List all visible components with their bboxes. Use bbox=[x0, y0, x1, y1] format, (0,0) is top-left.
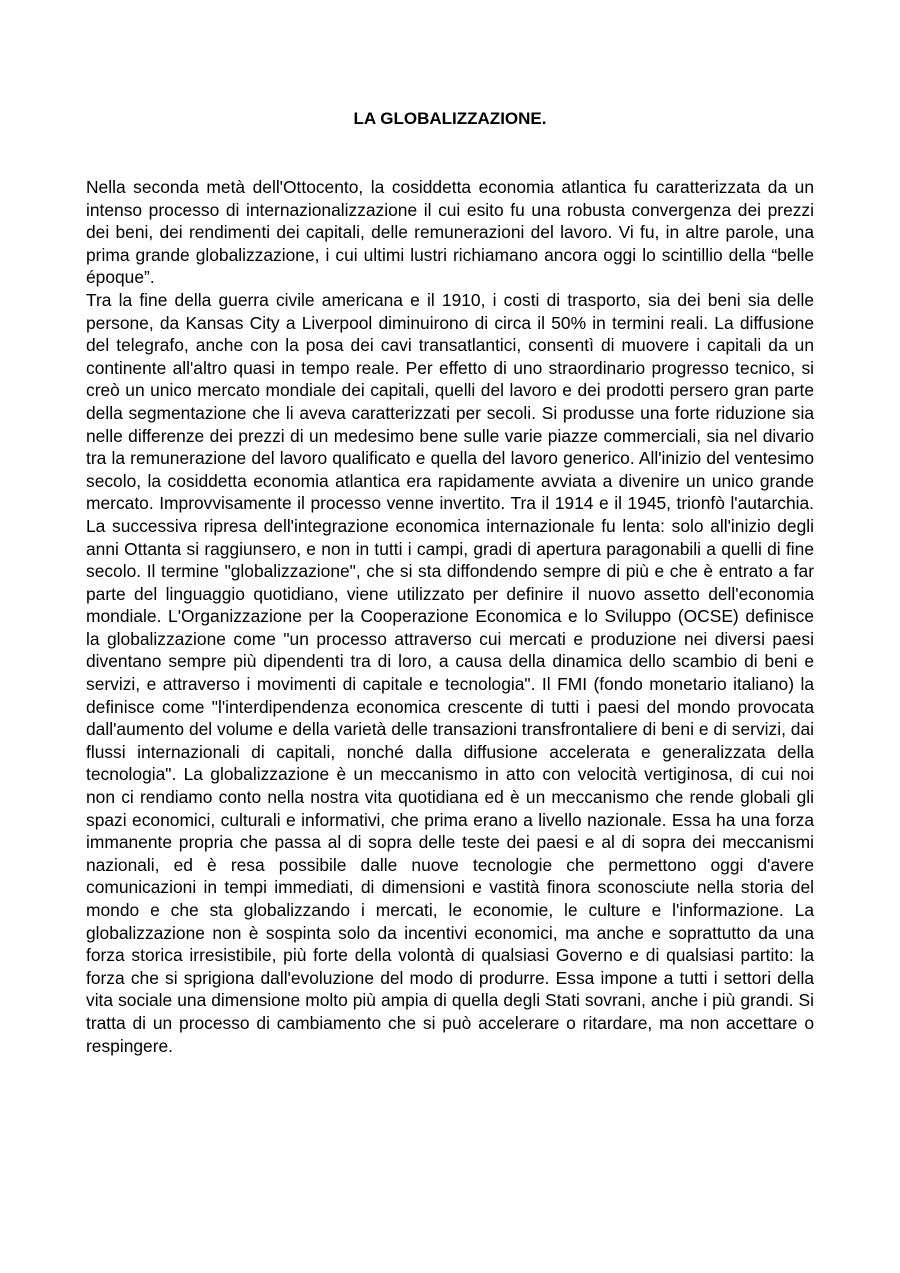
paragraph-intro: Nella seconda metà dell'Ottocento, la cosiddetta economia atlantica fu caratterizzata da un intenso processo di internazionalizzazione il cui esito fu una robusta convergenza dei prezzi dei beni, dei rendimenti dei capitali, delle remunerazioni del lavoro. Vi fu, in altre parole, una prima grande globalizzazione, i cui ultimi lustri richiamano ancora oggi lo scintillio della “belle époque”. bbox=[86, 177, 814, 288]
document-page bbox=[86, 108, 814, 1057]
paragraph-body: Tra la fine della guerra civile americana e il 1910, i costi di trasporto, sia dei beni sia delle persone, da Kansas City a Liverpool diminuirono di circa il 50% in termini reali. La diffusione del telegrafo, anche con la posa dei cavi transatlantici, consentì di muovere i capitali da un continente all'altro quasi in tempo reale. Per effetto di uno straordinario progresso tecnico, si creò un unico mercato mondiale dei capitali, quelli del lavoro e dei prodotti persero gran parte della segmentazione che li aveva caratterizzati per secoli. Si produsse una forte riduzione sia nelle differenze dei prezzi di un medesimo bene sulle varie piazze commerciali, sia nel divario tra la remunerazione del lavoro qualificato e quella del lavoro generico. All'inizio del ventesimo secolo, la cosiddetta economia atlantica era rapidamente avviata a divenire un unico grande mercato. Improvvisamente il processo venne invertito. Tra il 1914 e il 1945, trionfò l'autarchia. La successiva ripresa dell'integrazione economica internazionale fu lenta: solo all'inizio degli anni Ottanta si raggiunsero, e non in tutti i campi, gradi di apertura paragonabili a quelli di fine secolo. Il termine "globalizzazione", che si sta diffondendo sempre di più e che è entrato a far parte del linguaggio quotidiano, viene utilizzato per definire il nuovo assetto dell'economia mondiale. L'Organizzazione per la Cooperazione Economica e lo Sviluppo (OCSE) definisce la globalizzazione come "un processo attraverso cui mercati e produzione nei diversi paesi diventano sempre più dipendenti tra di loro, a causa della dinamica dello scambio di beni e servizi, e attraverso i movimenti di capitale e tecnologia". Il FMI (fondo monetario italiano) la definisce come "l'interdipendenza economica crescente di tutti i paesi del mondo provocata dall'aumento del volume e della varietà delle transazioni transfrontaliere di beni e di servizi, dai flussi internazionali di capitali, nonché dalla diffusione accelerata e generalizzata della tecnologia". La globalizzazione è un meccanismo in atto con velocità vertiginosa, di cui noi non ci rendiamo conto nella nostra vita quotidiana ed è un meccanismo che rende globali gli spazi economici, culturali e informativi, che prima erano a livello nazionale. Essa ha una forza immanente propria che passa al di sopra delle teste dei paesi e al di sopra dei meccanismi nazionali, ed è resa possibile dalle nuove tecnologie che permettono oggi d'avere comunicazioni in tempi immediati, di dimensioni e vastità finora sconosciute nella storia del mondo e che sta globalizzando i mercati, le economie, le culture e l'informazione. La globalizzazione non è sospinta solo da incentivi economici, ma anche e soprattutto da una forza storica irresistibile, più forte della volontà di qualsiasi Governo e di qualsiasi partito: la forza che si sprigiona dall'evoluzione del modo di produrre. Essa impone a tutti i settori della vita sociale una dimensione molto più ampia di quella degli Stati sovrani, anche i più grandi. Si tratta di un processo di cambiamento che si può accelerare o ritardare, ma non accettare o respingere. bbox=[86, 289, 814, 1056]
document-title: LA GLOBALIZZAZIONE. bbox=[353, 109, 547, 128]
